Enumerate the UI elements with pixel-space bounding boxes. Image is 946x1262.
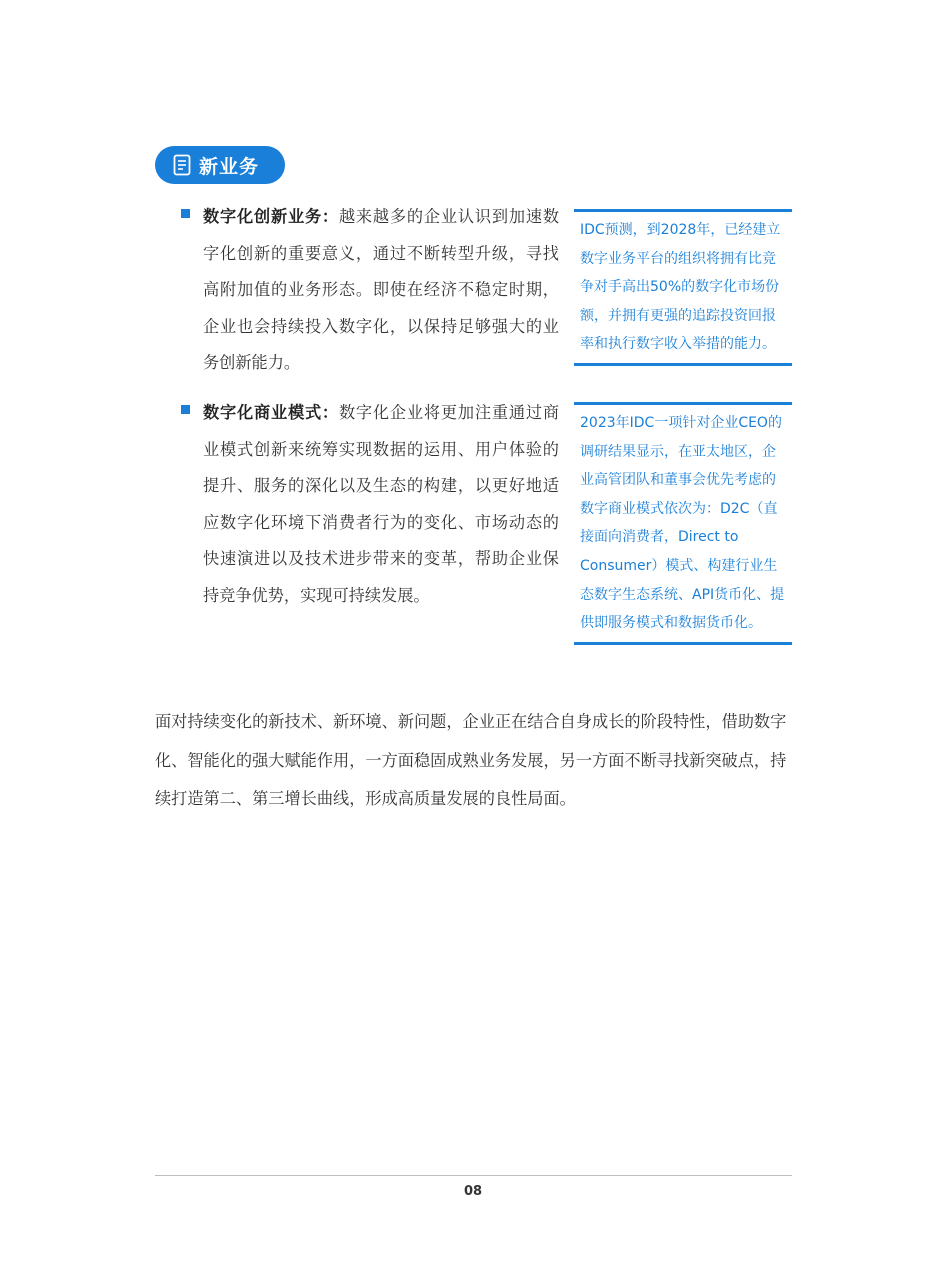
bullet-text — [203, 199, 559, 382]
bullet-text — [203, 395, 559, 615]
footer-divider — [155, 1175, 792, 1176]
bullet-body: 数字化企业将更加注重通过商业模式创新来统筹实现数据的运用、用户体验的提升、服务的深化以及生态的构建，以更好地适应数字化环境下消费者行为的变化、市场动态的快速演进以及技术进步带来的变革，帮助企业保持竞争优势，实现可持续发展。 — [203, 403, 560, 605]
section-header — [155, 146, 285, 184]
document-icon — [173, 154, 191, 176]
body-paragraph: 面对持续变化的新技术、新环境、新问题，企业正在结合自身成长的阶段特性，借助数字化、智能化的强大赋能作用，一方面稳固成熟业务发展，另一方面不断寻找新突破点，持续打造第二、第三增长曲线，形成高质量发展的良性局面。 — [155, 712, 787, 808]
bullet-marker — [181, 209, 190, 218]
callout-box — [574, 402, 792, 645]
bullet-body: 越来越多的企业认识到加速数字化创新的重要意义，通过不断转型升级，寻找高附加值的业务形态。即使在经济不稳定时期，企业也会持续投入数字化，以保持足够强大的业务创新能力。 — [203, 207, 560, 373]
bullet-heading: 数字化创新业务： — [203, 207, 339, 226]
callout-text: IDC预测，到2028年，已经建立数字业务平台的组织将拥有比竞争对手高出50%的数字化市场份额，并拥有更强的追踪投资回报率和执行数字收入举措的能力。 — [580, 222, 781, 353]
page-number: 08 — [463, 1184, 483, 1199]
section-title: 新业务 — [199, 155, 260, 178]
bullet-marker — [181, 405, 190, 414]
callout-box — [574, 209, 792, 366]
bullet-heading: 数字化商业模式： — [203, 403, 339, 422]
callout-text: 2023年IDC一项针对企业CEO的调研结果显示，在亚太地区，企业高管团队和董事会优先考虑的数字商业模式依次为：D2C（直接面向消费者，Direct to Consumer）模式、构建行业生态数字生态系统、API货币化、提供即服务模式和数据货币化。 — [580, 415, 785, 632]
